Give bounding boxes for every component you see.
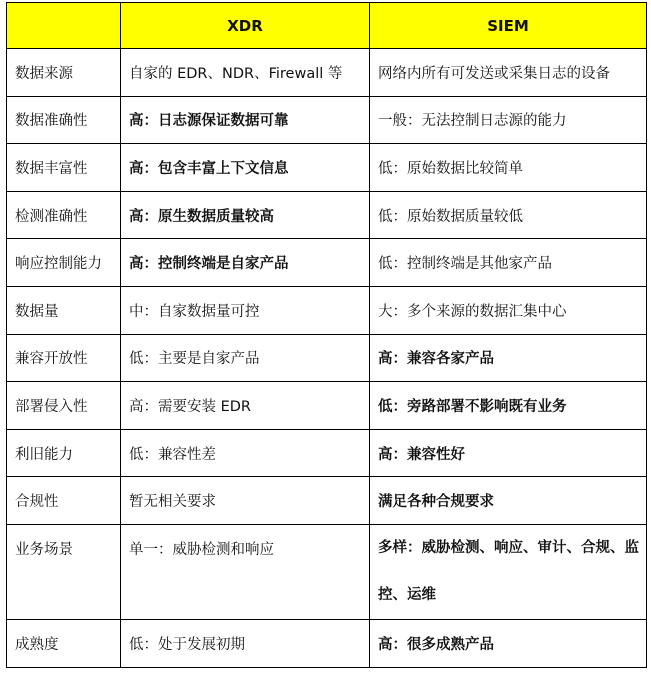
- table-row: [7, 619, 647, 667]
- xdr-cell: 高：日志源保证数据可靠: [121, 96, 370, 144]
- xdr-cell: 高：控制终端是自家产品: [121, 239, 370, 287]
- table-row: [7, 286, 647, 334]
- siem-cell: 多样：威胁检测、响应、审计、合规、监控、运维: [370, 524, 647, 619]
- xdr-cell: 低：处于发展初期: [121, 619, 370, 667]
- row-label: 数据丰富性: [7, 144, 121, 192]
- table-row: [7, 239, 647, 287]
- siem-cell: 低：控制终端是其他家产品: [370, 239, 647, 287]
- row-label: 兼容开放性: [7, 334, 121, 382]
- table-row: [7, 96, 647, 144]
- xdr-cell: 低：兼容性差: [121, 429, 370, 477]
- siem-cell: 高：兼容性好: [370, 429, 647, 477]
- xdr-cell: 暂无相关要求: [121, 477, 370, 525]
- xdr-siem-comparison-table: [6, 2, 647, 668]
- row-label: 成熟度: [7, 619, 121, 667]
- row-label: 响应控制能力: [7, 239, 121, 287]
- row-label: 合规性: [7, 477, 121, 525]
- xdr-cell: 自家的 EDR、NDR、Firewall 等: [121, 49, 370, 97]
- siem-cell: 高：很多成熟产品: [370, 619, 647, 667]
- siem-cell: 满足各种合规要求: [370, 477, 647, 525]
- header-xdr: XDR: [121, 3, 370, 49]
- siem-cell: 低：旁路部署不影响既有业务: [370, 382, 647, 430]
- table-row: [7, 49, 647, 97]
- table-row: [7, 477, 647, 525]
- row-label: 业务场景: [7, 524, 121, 619]
- xdr-cell: 单一：威胁检测和响应: [121, 524, 370, 619]
- table-row: [7, 524, 647, 619]
- table-row: [7, 334, 647, 382]
- siem-cell: 高：兼容各家产品: [370, 334, 647, 382]
- siem-cell: 一般：无法控制日志源的能力: [370, 96, 647, 144]
- table-row: [7, 191, 647, 239]
- row-label: 数据准确性: [7, 96, 121, 144]
- siem-cell: 低：原始数据质量较低: [370, 191, 647, 239]
- header-corner-cell: [7, 3, 121, 49]
- table-row: [7, 144, 647, 192]
- xdr-cell: 中：自家数据量可控: [121, 286, 370, 334]
- row-label: 检测准确性: [7, 191, 121, 239]
- table-row: [7, 429, 647, 477]
- row-label: 数据来源: [7, 49, 121, 97]
- table-row: [7, 382, 647, 430]
- row-label: 数据量: [7, 286, 121, 334]
- table-header-row: [7, 3, 647, 49]
- siem-cell: 网络内所有可发送或采集日志的设备: [370, 49, 647, 97]
- xdr-cell: 高：包含丰富上下文信息: [121, 144, 370, 192]
- siem-cell: 低：原始数据比较简单: [370, 144, 647, 192]
- row-label: 利旧能力: [7, 429, 121, 477]
- xdr-cell: 高：原生数据质量较高: [121, 191, 370, 239]
- xdr-cell: 高：需要安装 EDR: [121, 382, 370, 430]
- header-siem: SIEM: [370, 3, 647, 49]
- row-label: 部署侵入性: [7, 382, 121, 430]
- xdr-cell: 低：主要是自家产品: [121, 334, 370, 382]
- siem-cell: 大：多个来源的数据汇集中心: [370, 286, 647, 334]
